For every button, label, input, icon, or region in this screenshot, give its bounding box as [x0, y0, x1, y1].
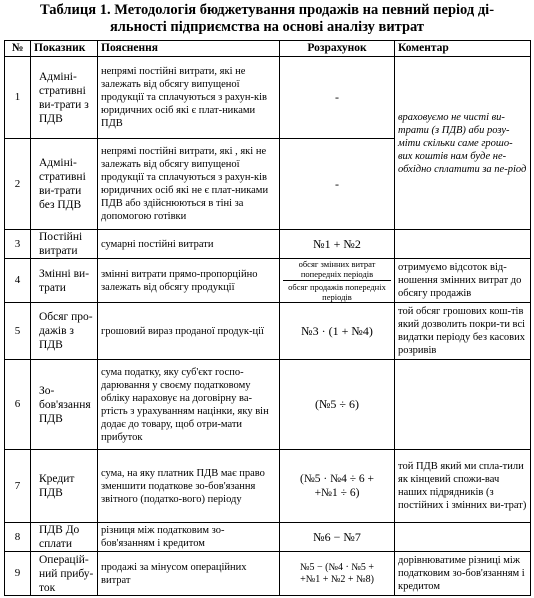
row-calculation: №3 · (1 + №4) — [280, 303, 395, 360]
row-comment: отримуємо відсоток від-ношення змінних витрат до обсягу продажів — [395, 259, 531, 303]
calc-line-1: №5 − (№4 · №5 + — [299, 561, 375, 573]
table-row — [5, 523, 531, 552]
row-explanation: непрямі постійні витрати, які не залежать від обсягу випущеної продукції та сплачуються з рахун-ків юридичних осіб які є плат-никами ПДВ — [98, 57, 280, 139]
row-indicator: Обсяг про-дажів з ПДВ — [31, 303, 98, 360]
table-row — [5, 303, 531, 360]
row-comment: той ПДВ який ми спла-тили як кінцевий спожи-вач наших підрядників (з постійних і змінних ви-трат) — [395, 450, 531, 523]
table-row — [5, 552, 531, 596]
header-num: № — [5, 41, 31, 57]
header-comment: Коментар — [395, 41, 531, 57]
table-caption — [0, 0, 534, 40]
table-row — [5, 259, 531, 303]
row-comment: дорівнюватиме різниці між податковим зо-бов'язанням і кредитом — [395, 552, 531, 596]
row-indicator: Кредит ПДВ — [31, 450, 98, 523]
row-calculation: - — [280, 57, 395, 139]
row-num: 3 — [5, 230, 31, 259]
row-num: 9 — [5, 552, 31, 596]
row-num: 6 — [5, 360, 31, 450]
row-indicator: Постійні витрати — [31, 230, 98, 259]
table-row — [5, 57, 531, 139]
caption-line-2: яльності підприємства на основі аналізу витрат — [109, 19, 425, 35]
row-explanation: різниця між податковим зо-бов'язанням і кредитом — [98, 523, 280, 552]
header-indicator: Показник — [31, 41, 98, 57]
header-explanation: Пояснення — [98, 41, 280, 57]
table-row — [5, 450, 531, 523]
row-comment — [395, 360, 531, 450]
row-calculation: №6 − №7 — [280, 523, 395, 552]
row-explanation: продажі за мінусом операційних витрат — [98, 552, 280, 596]
row-explanation: сумарні постійні витрати — [98, 230, 280, 259]
row-comment — [395, 230, 531, 259]
calc-line-2: +№1 ÷ 6) — [314, 487, 360, 499]
header-calculation: Розрахунок — [280, 41, 395, 57]
row-explanation: грошовий вираз проданої продук-ції — [98, 303, 280, 360]
row-indicator: Зо-бов'язання ПДВ — [31, 360, 98, 450]
row-explanation: непрямі постійні витрати, які , які не залежать від обсягу випущеної продукції та сплачуються з рахун-ків юридичних осіб які не є плат-никами ПДВ або здійснюються в тіні за допомогою готівки — [98, 139, 280, 230]
row-num: 2 — [5, 139, 31, 230]
row-explanation: змінні витрати прямо-пропорційно залежать від обсягу продукції — [98, 259, 280, 303]
row-num: 7 — [5, 450, 31, 523]
row-indicator: Адміні-стративні ви-трати з ПДВ — [31, 57, 98, 139]
caption-line-1: Таблиця 1. Методологія бюджетування продажів на певний період ді- — [39, 2, 495, 18]
row-calculation: - — [280, 139, 395, 230]
row-calculation — [280, 450, 395, 523]
header-row — [5, 41, 531, 57]
fraction-numerator: обсяг змінних витрат попередніх періодів — [283, 259, 391, 281]
row-indicator: Операцій-ний прибу-ток — [31, 552, 98, 596]
row-num: 4 — [5, 259, 31, 303]
row-calculation: (№5 ÷ 6) — [280, 360, 395, 450]
calc-line-1: (№5 · №4 ÷ 6 + — [299, 473, 375, 485]
row-comment — [395, 523, 531, 552]
row-calculation: №1 + №2 — [280, 230, 395, 259]
row-num: 5 — [5, 303, 31, 360]
row-comment-merged: враховуємо не чисті ви-трати (з ПДВ) аби розу-міти скільки саме грошо-вих коштів нам буде не-обхідно сплатити за пе-ріод — [395, 57, 531, 230]
table-row — [5, 230, 531, 259]
table-row — [5, 360, 531, 450]
row-calculation-fraction — [280, 259, 395, 303]
fraction-denominator: обсяг продажів попередніх періодів — [288, 282, 386, 302]
row-explanation: сума, на яку платник ПДВ має право зменшити податкове зо-бов'язання звітного (податко-вого) періоду — [98, 450, 280, 523]
row-indicator: Адміні-стративні ви-трати без ПДВ — [31, 139, 98, 230]
row-indicator: ПДВ До сплати — [31, 523, 98, 552]
row-num: 1 — [5, 57, 31, 139]
row-explanation: сума податку, яку суб'єкт госпо-дарювання у своєму податковому обліку нараховує на договірну ва-ртість з урахуванням націнки, яку він додає до товару, щоб отри-мати прибуток — [98, 360, 280, 450]
budget-methodology-table — [4, 40, 531, 596]
row-comment: той обсяг грошових кош-тів який дозволить покри-ти всі видатки періоду без касових розривів — [395, 303, 531, 360]
row-num: 8 — [5, 523, 31, 552]
calc-line-2: +№1 + №2 + №8) — [300, 573, 374, 585]
row-indicator: Змінні ви-трати — [31, 259, 98, 303]
row-calculation — [280, 552, 395, 596]
